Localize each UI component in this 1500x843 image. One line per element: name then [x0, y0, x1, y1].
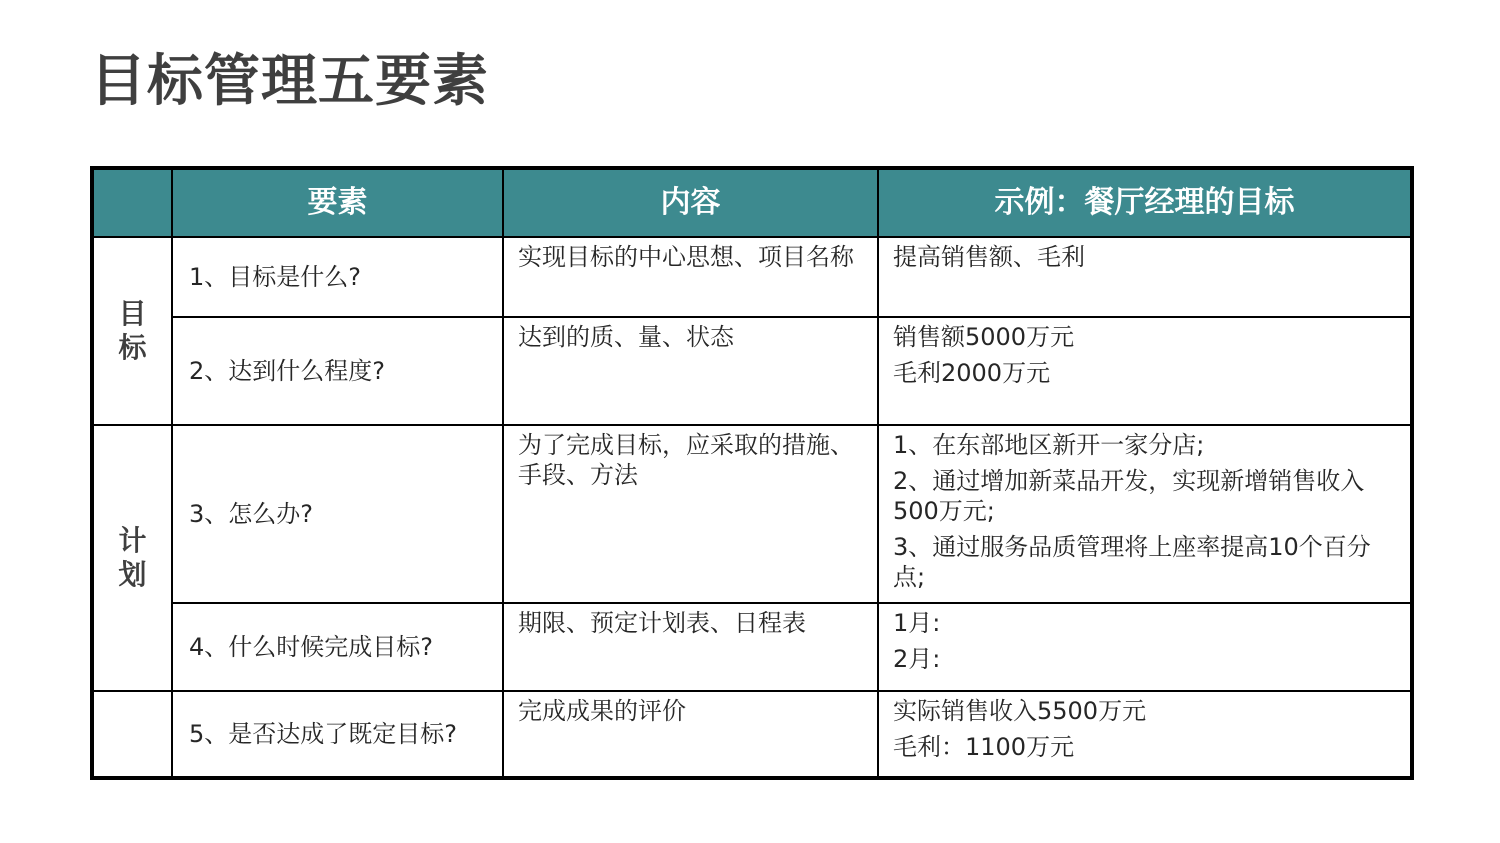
example-line: 毛利：1100万元	[893, 733, 1075, 761]
example-cell	[878, 317, 1412, 425]
content-cell: 达到的质、量、状态	[503, 317, 878, 425]
group-label-goal	[92, 237, 172, 425]
goal-management-table	[90, 166, 1414, 780]
header-blank	[92, 168, 172, 237]
element-cell: 2、达到什么程度?	[172, 317, 503, 425]
example-line: 3、通过服务品质管理将上座率提高10个百分点;	[893, 533, 1371, 591]
group-char: 目	[118, 297, 147, 330]
table-row	[92, 691, 1412, 778]
example-cell	[878, 691, 1412, 778]
example-line: 销售额5000万元	[893, 323, 1075, 351]
example-cell	[878, 237, 1412, 317]
group-label-plan	[92, 425, 172, 691]
example-line: 1、在东部地区新开一家分店;	[893, 431, 1205, 459]
content-cell: 为了完成目标，应采取的措施、手段、方法	[503, 425, 878, 603]
example-cell	[878, 603, 1412, 691]
header-content: 内容	[503, 168, 878, 237]
example-line: 2、通过增加新菜品开发，实现新增销售收入500万元;	[893, 467, 1365, 525]
header-row	[92, 168, 1412, 237]
content-cell: 实现目标的中心思想、项目名称	[503, 237, 878, 317]
example-line: 实际销售收入5500万元	[893, 697, 1147, 725]
group-char: 划	[118, 558, 147, 591]
element-cell: 1、目标是什么?	[172, 237, 503, 317]
page-title: 目标管理五要素	[90, 49, 489, 114]
element-cell: 3、怎么办?	[172, 425, 503, 603]
group-label-empty	[92, 691, 172, 778]
example-cell	[878, 425, 1412, 603]
table-row	[92, 425, 1412, 603]
header-example: 示例：餐厅经理的目标	[878, 168, 1412, 237]
table-row	[92, 603, 1412, 691]
content-cell: 完成成果的评价	[503, 691, 878, 778]
element-cell: 5、是否达成了既定目标?	[172, 691, 503, 778]
example-line: 1月:	[893, 609, 941, 637]
element-cell: 4、什么时候完成目标?	[172, 603, 503, 691]
example-line: 毛利2000万元	[893, 359, 1051, 387]
example-line: 2月:	[893, 645, 941, 673]
example-line: 提高销售额、毛利	[893, 243, 1085, 271]
table-row	[92, 237, 1412, 317]
table-row	[92, 317, 1412, 425]
header-element: 要素	[172, 168, 503, 237]
group-char: 标	[118, 331, 147, 364]
content-cell: 期限、预定计划表、日程表	[503, 603, 878, 691]
group-char: 计	[118, 524, 147, 557]
